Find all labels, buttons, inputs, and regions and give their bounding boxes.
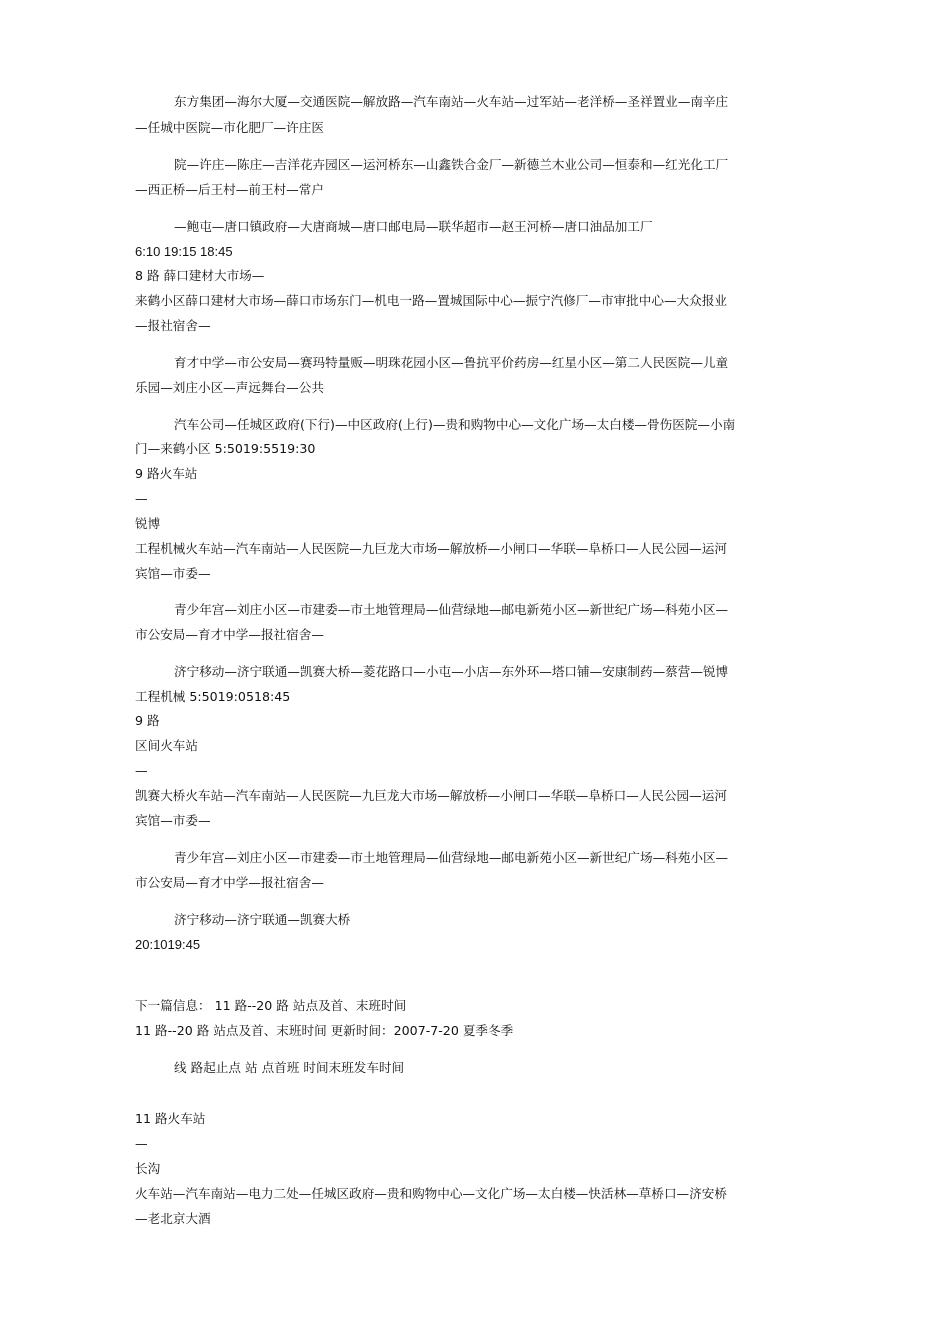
route-8-stops-line-2: —报社宿舍— [135,318,211,333]
route-11-terminus: 长沟 [135,1161,161,1176]
route-11-stops-line-1: 火车站—汽车南站—电力二处—任城区政府—贵和购物中心—文化广场—太白楼—快活林—草桥口—济安桥 [135,1186,727,1201]
route-9-branch-start: 区间火车站 [135,738,198,753]
route-9-stops-line-2: 宾馆—市委— [135,566,211,581]
route-9-stops-line-5: 济宁移动—济宁联通—凯赛大桥—菱花路口—小屯—小店—东外环—塔口铺—安康制药—蔡营—锐博 [174,664,729,679]
route-8-stops-line-3: 育才中学—市公安局—赛玛特量贩—明珠花园小区—鲁抗平价药房—红星小区—第二人民医院—儿童 [174,355,729,370]
route-9-header: 9 路火车站 [135,466,198,481]
route-7-stops-line-2: —任城中医院—市化肥厂—许庄医 [135,120,324,135]
route-9-branch-stops-line-5: 济宁移动—济宁联通—凯赛大桥 [174,912,351,927]
route-8-header: 8 路 薛口建材大市场— [135,268,265,283]
route-9-terminus: 锐博 [135,516,161,531]
route-11-dash: — [135,1136,148,1151]
route-9-branch-stops-line-4: 市公安局—育才中学—报社宿舍— [135,875,324,890]
route-9-branch-stops-line-2: 宾馆—市委— [135,813,211,828]
route-9-branch-stops-line-3: 青少年宫—刘庄小区—市建委—市土地管理局—仙营绿地—邮电新苑小区—新世纪广场—科苑小区— [174,850,729,865]
route-11-stops-line-2: —老北京大酒 [135,1211,211,1226]
route-8-stops-times: 门—来鹤小区 5:5019:5519:30 [135,441,316,456]
route-11-header: 11 路火车站 [135,1111,206,1126]
route-9-branch-times: 20:1019:45 [135,937,201,952]
route-9-stops-line-1: 工程机械火车站—汽车南站—人民医院—九巨龙大市场—解放桥—小闸口—华联—阜桥口—人民公园—运河 [135,541,727,556]
table-header-row: 线 路起止点 站 点首班 时间末班发车时间 [174,1060,405,1075]
route-7-stops-line-3: 院—许庄—陈庄—吉洋花卉园区—运河桥东—山鑫铁合金厂—新德兰木业公司—恒泰和—红光化工厂 [174,157,729,172]
section-title: 11 路--20 路 站点及首、末班时间 更新时间：2007-7-20 夏季冬季 [135,1023,514,1038]
route-9-branch-header: 9 路 [135,713,160,728]
route-8-stops-line-1: 来鹤小区薛口建材大市场—薛口市场东门—机电一路—置城国际中心—振宁汽修厂—市审批中心—大众报业 [135,293,727,308]
route-7-stops-line-1: 东方集团—海尔大厦—交通医院—解放路—汽车南站—火车站—过军站—老洋桥—圣祥置业—南辛庄 [174,94,729,109]
route-9-branch-dash: — [135,763,148,778]
route-9-dash: — [135,491,148,506]
route-8-stops-line-5: 汽车公司—任城区政府(下行)—中区政府(上行)—贵和购物中心—文化广场—太白楼—骨伤医院—小南 [174,417,736,432]
route-7-stops-line-4: —西正桥—后王村—前王村—常户 [135,182,324,197]
route-7-stops-line-5: —鲍屯—唐口镇政府—大唐商城—唐口邮电局—联华超市—赵王河桥—唐口油品加工厂 [174,219,653,234]
route-9-branch-stops-line-1: 凯赛大桥火车站—汽车南站—人民医院—九巨龙大市场—解放桥—小闸口—华联—阜桥口—人民公园—运河 [135,788,727,803]
route-9-stops-line-3: 青少年宫—刘庄小区—市建委—市土地管理局—仙营绿地—邮电新苑小区—新世纪广场—科苑小区— [174,602,729,617]
route-8-stops-line-4: 乐园—刘庄小区—声远舞台—公共 [135,380,324,395]
route-9-stops-line-4: 市公安局—育才中学—报社宿舍— [135,627,324,642]
route-7-times: 6:10 19:15 18:45 [135,244,233,259]
next-article-link[interactable]: 下一篇信息： 11 路--20 路 站点及首、末班时间 [135,998,407,1013]
route-9-stops-times: 工程机械 5:5019:0518:45 [135,689,291,704]
